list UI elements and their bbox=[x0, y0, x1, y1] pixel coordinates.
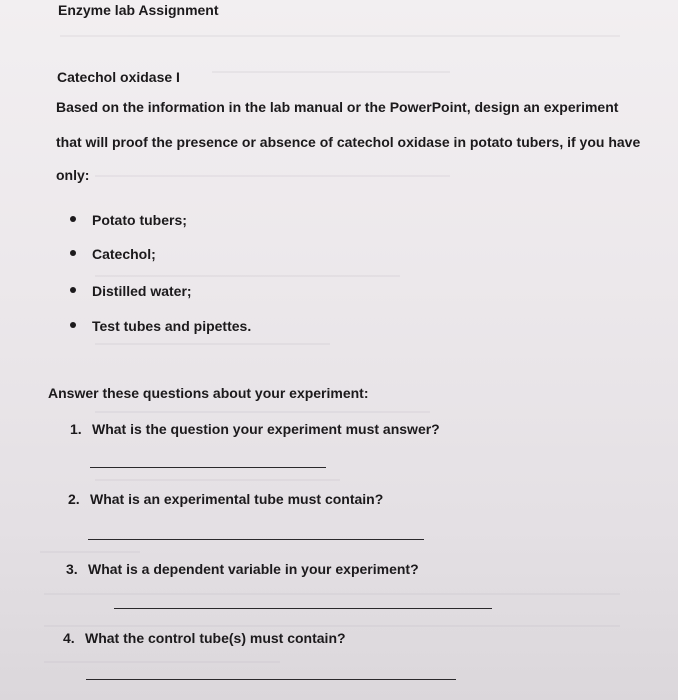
question-text: What is the question your experiment must answer? bbox=[92, 421, 440, 437]
material-item bbox=[70, 246, 156, 262]
material-label: Potato tubers; bbox=[92, 212, 187, 228]
answer-line[interactable] bbox=[86, 679, 456, 680]
intro-line-3: only: bbox=[56, 167, 90, 183]
question-number: 2. bbox=[68, 491, 80, 507]
bullet-icon bbox=[70, 322, 76, 328]
question-text: What is a dependent variable in your experiment? bbox=[88, 561, 419, 577]
question-item bbox=[70, 421, 440, 437]
bullet-icon bbox=[70, 216, 76, 222]
question-number: 4. bbox=[63, 630, 75, 646]
question-text: What is an experimental tube must contain? bbox=[90, 491, 384, 507]
material-label: Distilled water; bbox=[92, 283, 192, 299]
question-number: 3. bbox=[66, 561, 78, 577]
question-item bbox=[68, 491, 383, 507]
section-heading: Catechol oxidase I bbox=[57, 69, 180, 85]
material-item bbox=[70, 212, 187, 228]
intro-line-2: that will proof the presence or absence of catechol oxidase in potato tubers, if you have bbox=[56, 134, 641, 150]
bullet-icon bbox=[70, 250, 76, 256]
answer-line[interactable] bbox=[90, 467, 326, 468]
document-title: Enzyme lab Assignment bbox=[58, 2, 219, 18]
material-label: Test tubes and pipettes. bbox=[92, 318, 252, 334]
answer-heading: Answer these questions about your experiment: bbox=[48, 385, 369, 401]
answer-line[interactable] bbox=[88, 539, 424, 540]
material-item bbox=[70, 318, 251, 334]
question-text: What the control tube(s) must contain? bbox=[85, 630, 346, 646]
material-label: Catechol; bbox=[92, 246, 156, 262]
question-number: 1. bbox=[70, 421, 82, 437]
intro-line-1: Based on the information in the lab manual or the PowerPoint, design an experiment bbox=[56, 99, 619, 115]
question-item bbox=[66, 561, 419, 577]
answer-line[interactable] bbox=[114, 608, 492, 609]
material-item bbox=[70, 283, 192, 299]
bullet-icon bbox=[70, 287, 76, 293]
question-item bbox=[63, 630, 346, 646]
